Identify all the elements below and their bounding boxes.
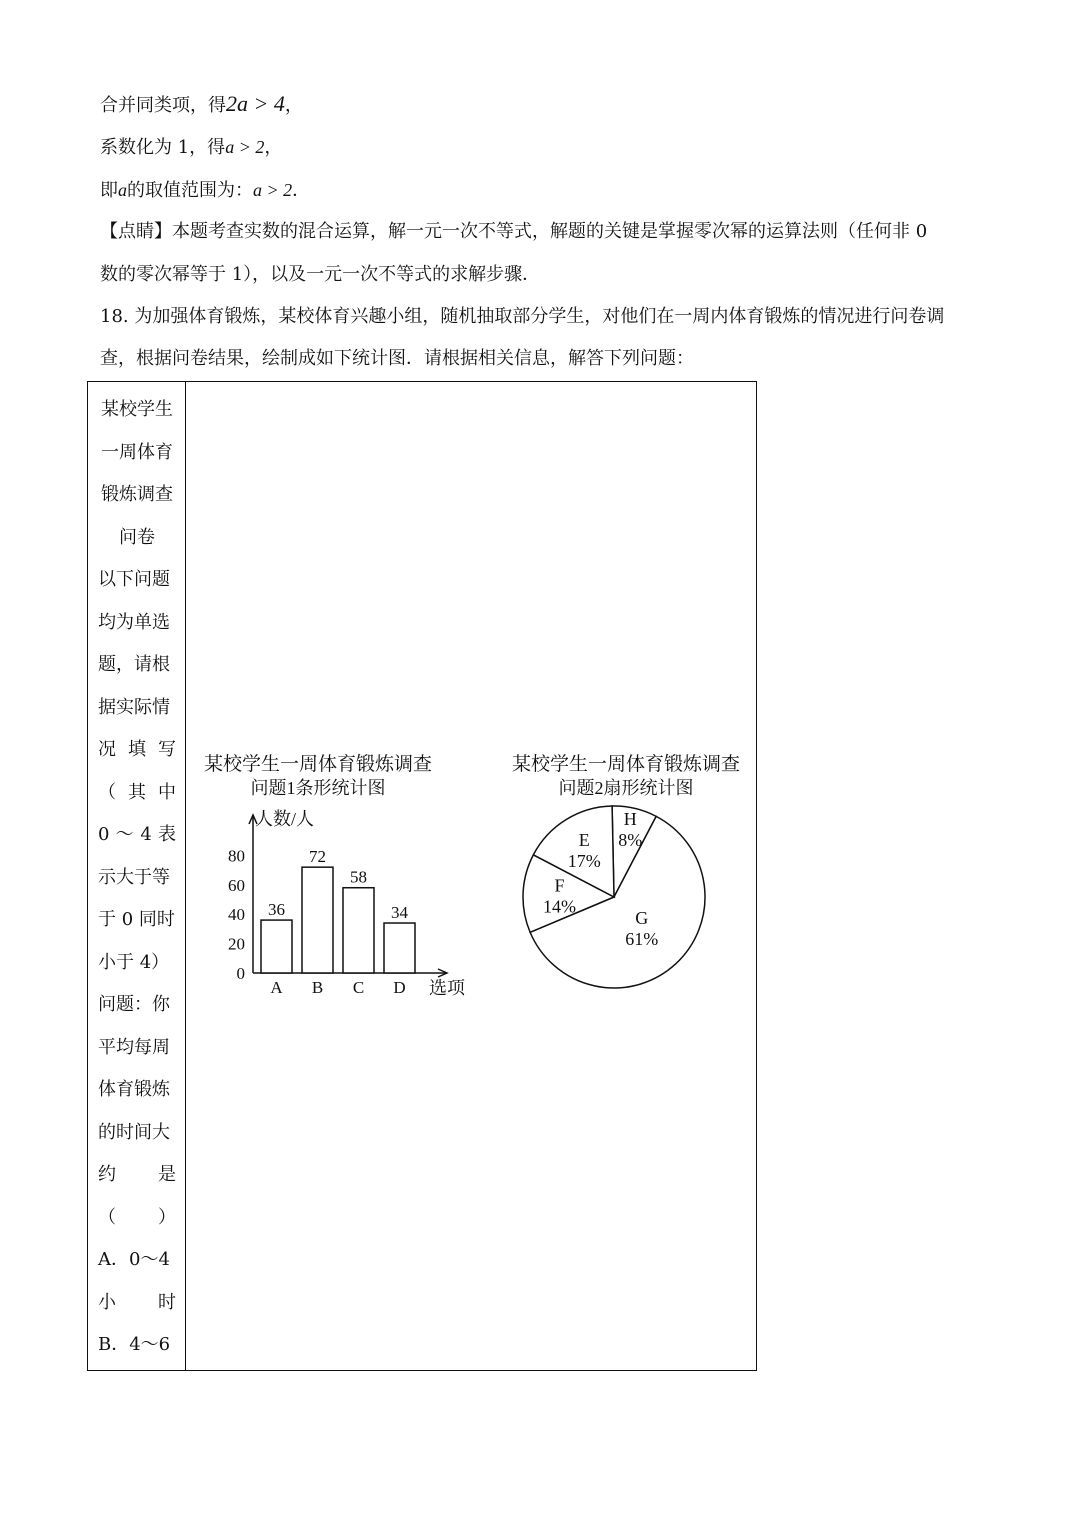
survey-line: 约 是 xyxy=(98,1164,176,1185)
solution-line-3 xyxy=(100,178,310,203)
bar-chart-subtitle: 问题1条形统计图 xyxy=(250,778,386,798)
x-tick-label: D xyxy=(393,978,406,997)
survey-line: B．4～6 xyxy=(98,1334,171,1355)
bar-C xyxy=(343,888,374,973)
x-tick-label: C xyxy=(352,978,365,997)
survey-line: A．0～4 xyxy=(98,1249,170,1270)
survey-line: 题，请根 xyxy=(98,654,170,675)
survey-line: 示大于等 xyxy=(98,866,170,888)
question-line-2: 查，根据问卷结果，绘制成如下统计图．请根据相关信息，解答下列问题： xyxy=(100,348,694,369)
bar-value-label: 36 xyxy=(268,900,285,920)
pie-chart xyxy=(485,745,755,1015)
y-tick-label: 80 xyxy=(228,846,245,866)
bar-chart-marks xyxy=(261,847,415,997)
solution-line-2 xyxy=(100,135,282,160)
survey-line: 问题：你 xyxy=(98,994,170,1015)
pie-slice-percent: 61% xyxy=(625,929,659,950)
pie-slice-label: H xyxy=(623,808,637,829)
pie-slice-percent: 17% xyxy=(567,851,601,872)
variable: a xyxy=(118,180,127,200)
solution-text: 系数化为 1，得 xyxy=(100,137,226,158)
survey-line: 平均每周 xyxy=(98,1036,170,1058)
survey-line: （ ） xyxy=(98,1206,176,1228)
solution-text: 合并同类项，得 xyxy=(100,95,226,116)
punctuation: ， xyxy=(264,137,283,158)
solution-line-1 xyxy=(100,92,303,118)
comment-line-1: 【点睛】本题考查实数的混合运算，解一元一次不等式，解题的关键是掌握零次幂的运算法则（任何非 0 xyxy=(100,221,928,242)
inequality: a > 2 xyxy=(253,180,293,200)
survey-line: 一周体育 xyxy=(101,441,173,463)
inequality: 2a > 4 xyxy=(226,91,285,116)
pie-chart-subtitle: 问题2扇形统计图 xyxy=(558,778,694,798)
survey-line: 小于 4） xyxy=(98,951,170,973)
bar-value-label: 72 xyxy=(309,847,326,867)
punctuation: ， xyxy=(284,95,303,116)
survey-line: （ 其 中 xyxy=(98,781,176,803)
solution-text: 即 xyxy=(100,180,118,201)
survey-line: 锻炼调查 xyxy=(101,484,173,505)
pie-slice-label: G xyxy=(635,908,649,929)
bar-value-label: 58 xyxy=(350,867,367,887)
y-tick-label: 40 xyxy=(228,905,245,925)
survey-line: 0 ～ 4 表 xyxy=(98,824,176,845)
bar-D xyxy=(384,923,415,973)
bar-B xyxy=(302,867,333,973)
y-axis-label: 人数/人 xyxy=(255,809,315,829)
y-tick-label: 20 xyxy=(228,934,245,954)
comment-line-2: 数的零次幂等于 1），以及一元一次不等式的求解步骤． xyxy=(100,264,541,285)
bar-A xyxy=(261,920,292,973)
survey-line: 以下问题 xyxy=(98,569,170,590)
survey-line: 体育锻炼 xyxy=(98,1079,170,1100)
pie-chart-title: 某校学生一周体育锻炼调查 xyxy=(511,754,741,775)
punctuation: ． xyxy=(292,180,311,201)
charts-area xyxy=(185,745,755,1015)
survey-line: 某校学生 xyxy=(101,399,173,420)
bar-chart-title: 某校学生一周体育锻炼调查 xyxy=(203,754,433,775)
pie-slice-percent: 14% xyxy=(542,896,576,917)
survey-line: 均为单选 xyxy=(98,611,170,633)
pie-slice-label: E xyxy=(578,830,590,851)
pie-slice-percent: 8% xyxy=(618,829,643,850)
survey-line: 的时间大 xyxy=(98,1121,170,1143)
y-tick-label: 60 xyxy=(228,875,245,895)
survey-line: 于 0 同时 xyxy=(98,909,175,930)
bar-value-label: 34 xyxy=(391,903,408,923)
solution-text: 的取值范围为： xyxy=(127,180,253,201)
survey-line: 据实际情 xyxy=(98,696,170,718)
question-line-1: 18. 为加强体育锻炼，某校体育兴趣小组，随机抽取部分学生，对他们在一周内体育锻炼的情况进行问卷调 xyxy=(100,306,945,327)
pie-chart-marks xyxy=(523,806,705,988)
y-tick-label: 0 xyxy=(236,964,245,983)
x-tick-label: B xyxy=(311,978,324,997)
inequality: a > 2 xyxy=(225,137,265,157)
x-tick-label: A xyxy=(270,978,283,997)
pie-slice-label: F xyxy=(554,875,565,896)
bar-chart xyxy=(185,745,485,1015)
survey-line: 小 时 xyxy=(98,1291,176,1313)
survey-line: 况 填 写 xyxy=(98,739,176,760)
x-axis-label: 选项 xyxy=(429,978,465,998)
survey-line: 问卷 xyxy=(119,526,155,548)
